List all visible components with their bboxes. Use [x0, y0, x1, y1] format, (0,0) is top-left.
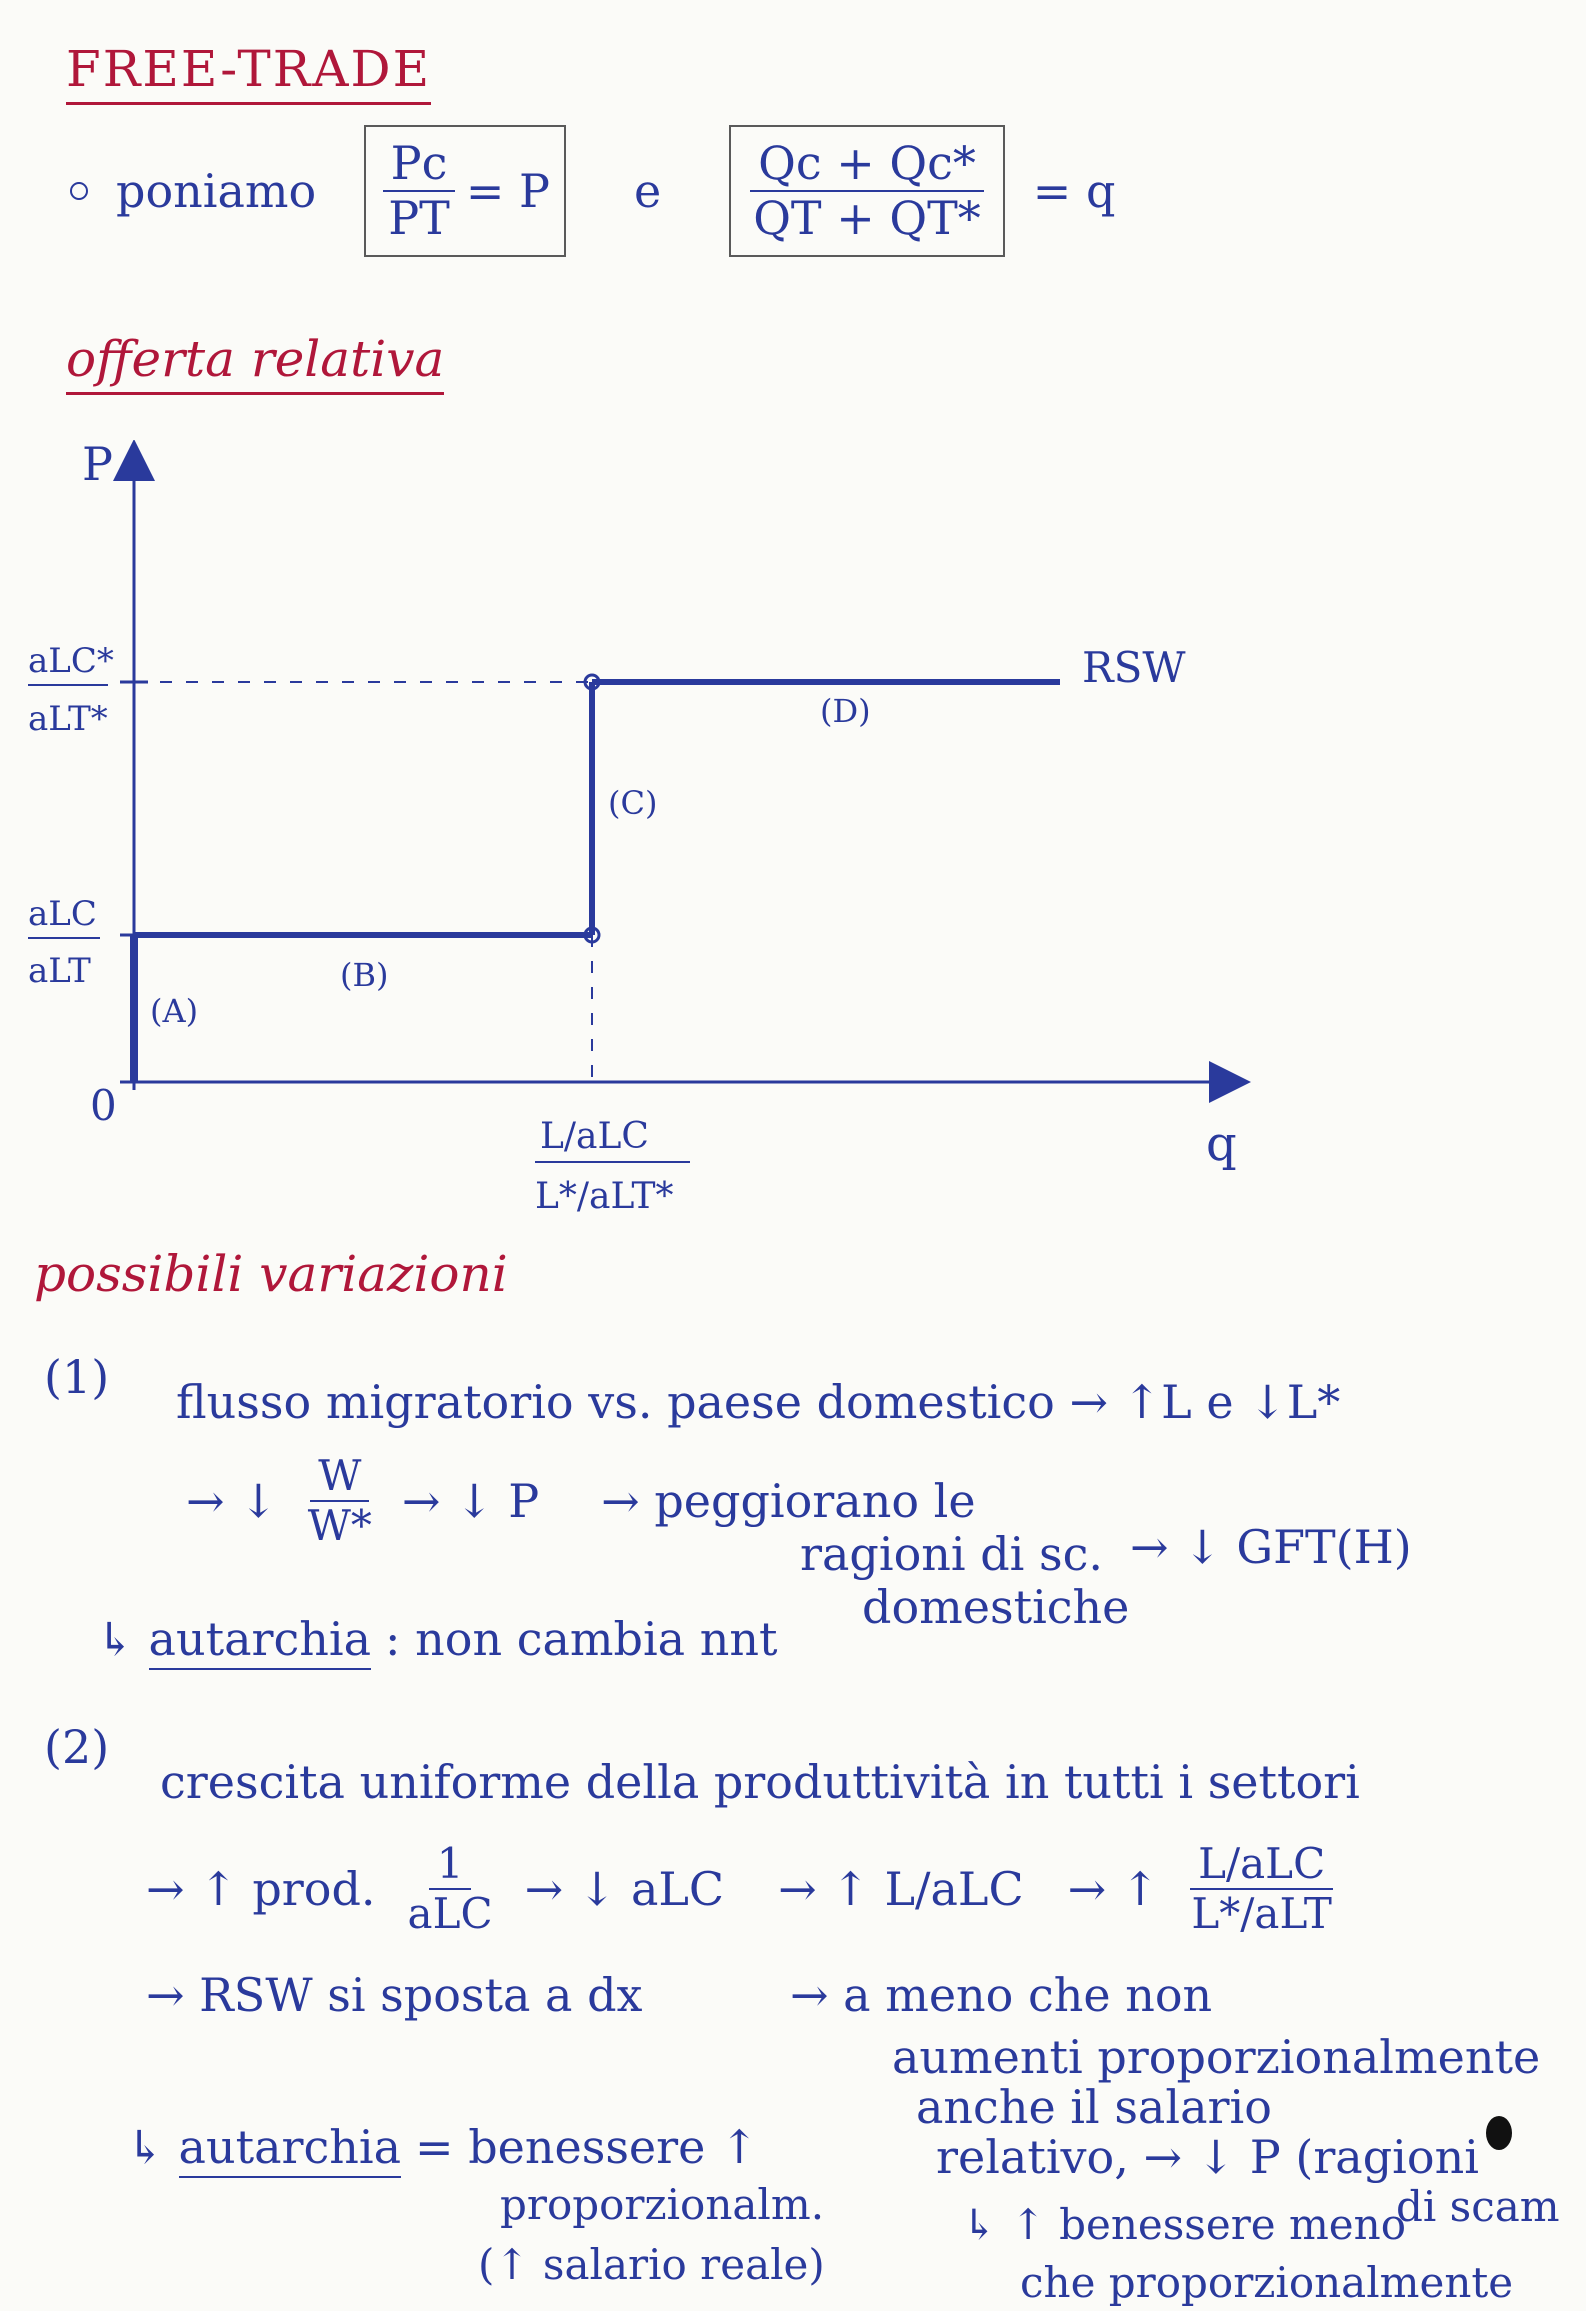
v2-l2-a: → ↑ prod.	[146, 1862, 376, 1917]
y-high-num: aLC*	[28, 641, 114, 681]
productivity-fraction	[400, 1840, 501, 1939]
note-text: : non cambia nnt	[385, 1612, 778, 1666]
note-label: autarchia	[149, 1612, 371, 1670]
x-mark-num: L/aLC	[540, 1116, 649, 1157]
variation-2-line-7: di scam	[1396, 2182, 1560, 2231]
variation-2-line-1: crescita uniforme della produttività in tutti i settori	[160, 1755, 1360, 1809]
variation-2-result-a: ↳ ↑ benessere meno	[962, 2200, 1406, 2249]
definition-line	[70, 125, 1115, 257]
note-2-label: autarchia	[179, 2120, 401, 2178]
variation-2-line-6: relativo, → ↓ P (ragioni	[936, 2130, 1479, 2184]
variation-2-line-2	[146, 1840, 1340, 1939]
productivity-den: aLC	[407, 1889, 493, 1939]
segment-d-label: (D)	[820, 692, 871, 730]
segment-c-label: (C)	[608, 784, 658, 822]
note-2-arrow-icon: ↳	[126, 2120, 165, 2174]
labor-ratio-fraction	[1183, 1840, 1340, 1939]
price-fraction	[380, 137, 458, 245]
v2-l2-b: → ↓ aLC	[524, 1862, 725, 1917]
note-2-text-a: = benessere ↑	[415, 2120, 759, 2174]
variation-1-line-1: flusso migratorio vs. paese domestico → ↑L e ↓L*	[176, 1375, 1341, 1429]
price-rhs: = P	[465, 163, 550, 218]
punch-hole-icon	[1486, 2116, 1512, 2150]
labor-ratio-num: L/aLC	[1190, 1840, 1333, 1890]
bullet-icon	[70, 182, 88, 200]
variation-2-note	[126, 2120, 759, 2178]
note-2-text-c: (↑ salario reale)	[478, 2240, 825, 2289]
price-num: Pc	[383, 137, 456, 192]
productivity-num: 1	[429, 1840, 472, 1890]
y-high-den: aLT*	[28, 699, 108, 739]
price-definition-box	[364, 125, 566, 257]
v1-arrow-1: → ↓	[186, 1474, 278, 1529]
conjunction: e	[633, 163, 662, 218]
y-low-den: aLT	[28, 951, 91, 991]
v1-arrow-3: → peggiorano le	[601, 1474, 976, 1529]
v2-l2-c: → ↑ L/aLC	[778, 1862, 1024, 1917]
v2-l2-d: → ↑	[1067, 1862, 1160, 1917]
wage-num: W	[310, 1452, 369, 1502]
page-title: FREE-TRADE	[66, 40, 431, 105]
quantity-den: QT + QT*	[753, 190, 981, 245]
variation-1-line-4: domestiche	[862, 1580, 1130, 1634]
x-mark-den: L*/aLT*	[535, 1176, 674, 1217]
relative-supply-graph	[0, 440, 1300, 1240]
wage-den: W*	[307, 1501, 372, 1551]
y-axis-label: P	[82, 440, 113, 491]
segment-a-label: (A)	[150, 992, 199, 1030]
quantity-rhs: = q	[1032, 163, 1116, 218]
quantity-definition-box	[729, 125, 1005, 257]
quantity-num: Qc + Qc*	[750, 137, 984, 192]
note-2-text-b: proporzionalm.	[500, 2180, 825, 2229]
variation-2-line-4: aumenti proporzionalmente	[892, 2030, 1541, 2084]
variation-1-note	[96, 1612, 777, 1670]
variation-1-line-3: ragioni di sc.	[800, 1527, 1103, 1581]
variation-1-line-3b: → ↓ GFT(H)	[1130, 1520, 1412, 1574]
price-den: PT	[388, 190, 450, 245]
variation-2-line-3a: → RSW si sposta a dx	[146, 1968, 643, 2022]
v1-arrow-2: → ↓ P	[401, 1474, 540, 1529]
labor-ratio-den: L*/aLT	[1191, 1889, 1332, 1939]
note-arrow-icon: ↳	[96, 1612, 135, 1666]
variation-2-result-b: che proporzionalmente	[1020, 2258, 1514, 2307]
origin-label: 0	[90, 1081, 117, 1130]
quantity-fraction	[745, 137, 989, 245]
curve-label: RSW	[1082, 643, 1186, 692]
section-title-relative-supply: offerta relativa	[66, 330, 444, 395]
variation-1-number: (1)	[44, 1350, 110, 1404]
y-low-num: aLC	[28, 894, 97, 934]
variation-2-line-5: anche il salario	[916, 2080, 1272, 2134]
segment-b-label: (B)	[340, 956, 389, 994]
poniamo-text: poniamo	[116, 163, 317, 218]
x-axis-label: q	[1206, 1116, 1237, 1172]
wage-ratio-fraction	[300, 1452, 380, 1551]
variation-2-line-3b: → a meno che non	[790, 1968, 1213, 2022]
variation-2-number: (2)	[44, 1720, 110, 1774]
section-title-variations: possibili variazioni	[34, 1245, 508, 1303]
